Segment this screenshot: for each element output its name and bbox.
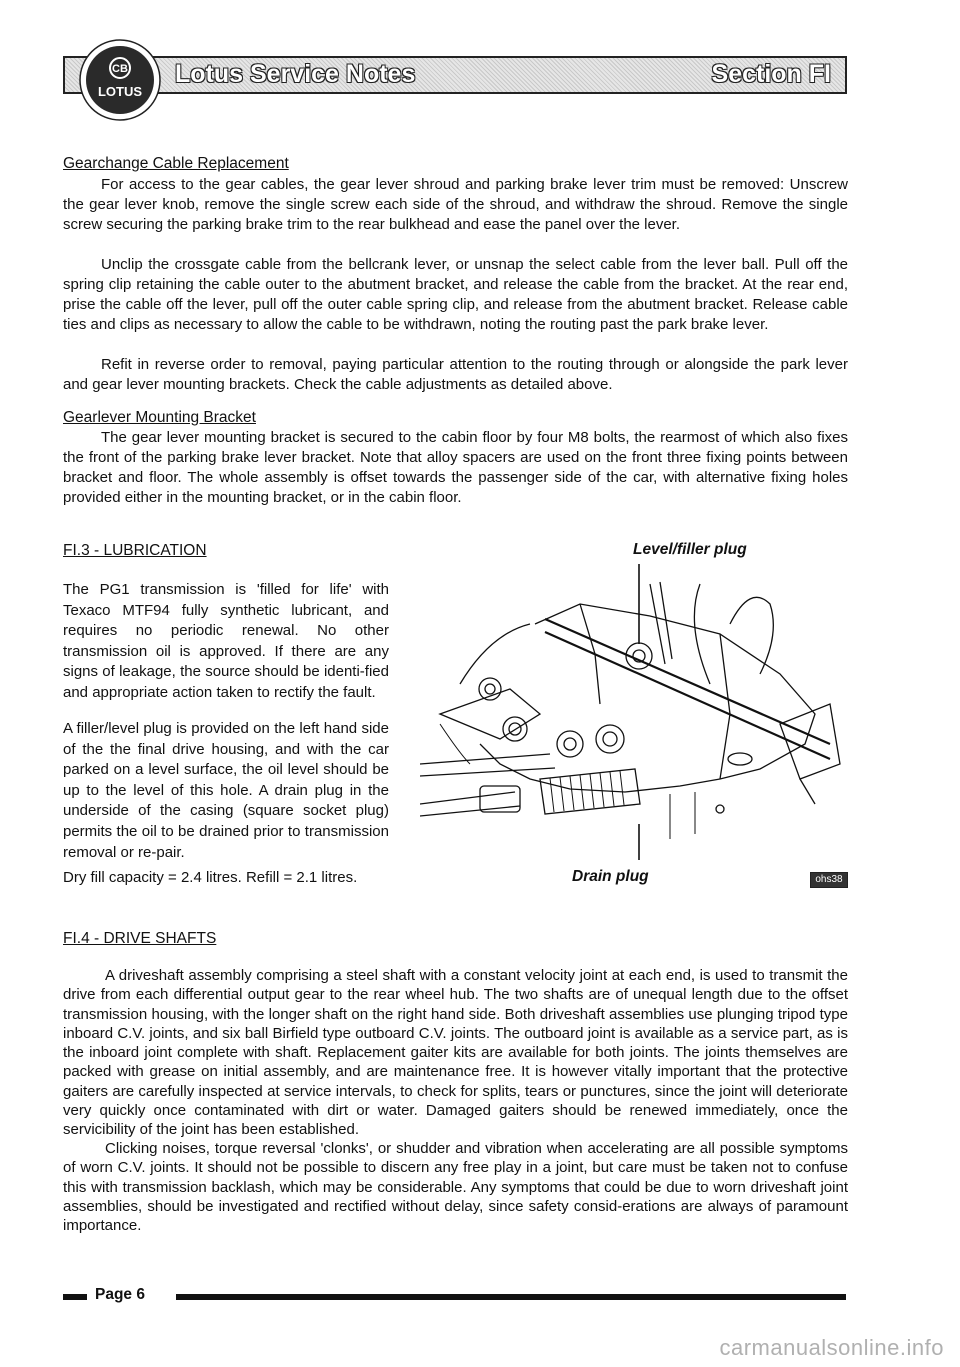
driveshafts-heading: FI.4 - DRIVE SHAFTS xyxy=(63,930,217,947)
watermark: carmanualsonline.info xyxy=(719,1335,944,1360)
gearchange-paragraph-1: For access to the gear cables, the gear lever shroud and parking brake lever trim must be removed: Unscrew the gear lever knob, remove the single screw each side of the shroud, and withdraw the shroud. Remove the single screw securing the parking brake trim to the rear bulkhead and ease the panel over the lever. xyxy=(63,176,848,233)
page-number: Page 6 xyxy=(95,1286,145,1303)
figure-reference-tag: ohs38 xyxy=(810,872,848,888)
lubrication-paragraph-3: Dry fill capacity = 2.4 litres. Refill = 2.1 litres. xyxy=(63,869,358,886)
figure-label-filler-plug: Level/filler plug xyxy=(633,541,747,558)
driveshafts-paragraph-1: A driveshaft assembly comprising a steel shaft with a constant velocity joint at each end, is used to transmit the drive from each differential output gear to the rear wheel hub. The two shafts are of unequal length due to the offset transmission housing, with the longer shaft on the right hand side. Both driveshaft assemblies use plunging tripod type inboard C.V. joints, and six ball Birfield type outboard C.V. joints. The outboard joint is available as a service part, as is the inboard joint complete with shaft. Replacement gaiter kits are available for both joints. The joints themselves are packed with grease on initial assembly, and are maintenance free. It is however vitally important that the protective gaiters are carefully inspected at service intervals, to check for splits, tears or punctures, since the joint will deteriorate very quickly once contaminated with dirt or water. Damaged gaiters should be renewed immediately, once the servicibility of the joint has been established. xyxy=(63,967,848,1139)
svg-text:CB: CB xyxy=(112,63,128,75)
mounting-heading: Gearlever Mounting Bracket xyxy=(63,409,256,426)
footer-rule-left xyxy=(63,1294,87,1300)
svg-text:LOTUS: LOTUS xyxy=(97,84,143,99)
gearchange-paragraph-2: Unclip the crossgate cable from the bellcrank lever, or unsnap the select cable from the lever ball. Pull off the spring clip retaining the cable outer to the abutment bracket, and release the cable from the bracket. At the rear end, prise the cable off the lever, pull off the outer cable spring clip, and release from the abutment bracket. Release cable ties and clips as necessary to allow the cable to be withdrawn, noting the routing past the park brake lever. xyxy=(63,256,848,333)
gearchange-paragraph-3: Refit in reverse order to removal, paying particular attention to the routing through or alongside the park lever and gear lever mounting brackets. Check the cable adjustments as detailed above. xyxy=(63,356,848,393)
lubrication-heading: FI.3 - LUBRICATION xyxy=(63,542,207,559)
lubrication-paragraph-2: A filler/level plug is provided on the left hand side of the the final drive housing, and with the car parked on a level surface, the oil level should be up to the level of this hole. A drain plug in the underside of the casing (square socket plug) permits the oil to be drained prior to transmission removal or re-pair. xyxy=(63,720,389,861)
lubrication-paragraph-1: The PG1 transmission is 'filled for life' with Texaco MTF94 fully synthetic lubricant, and requires no periodic renewal. No other transmission oil is approved. If there are any signs of leakage, the source should be identi-fied and appropriate action taken to rectify the fault. xyxy=(63,581,389,701)
header-title: Lotus Service Notes xyxy=(175,60,416,88)
mounting-paragraph: The gear lever mounting bracket is secured to the cabin floor by four M8 bolts, the rearmost of which also fixes the front of the parking brake lever bracket. Note that alloy spacers are used on the front three fixing points between bracket and floor. The whole assembly is offset towards the passenger side of the car, with alternative fixing holes provided either in the mounting bracket, or in the cabin floor. xyxy=(63,429,848,506)
footer-rule-right xyxy=(176,1294,846,1300)
figure-label-drain-plug: Drain plug xyxy=(572,868,649,885)
transmission-diagram xyxy=(420,564,850,860)
header-banner xyxy=(63,56,847,94)
driveshafts-paragraph-2: Clicking noises, torque reversal 'clonks', or shudder and vibration when accelerating are all possible symptoms of worn C.V. joints. It should not be possible to discern any free play in a joint, but care must be taken not to confuse this with transmission backlash, which may be considerable. Any symptoms that could be due to worn driveshaft joint assemblies, should be investigated and rectified without delay, since safety consid-erations are always of paramount importance. xyxy=(63,1140,848,1235)
lotus-logo-icon xyxy=(78,38,162,122)
gearchange-heading: Gearchange Cable Replacement xyxy=(63,155,289,172)
header-section: Section FI xyxy=(711,60,831,88)
